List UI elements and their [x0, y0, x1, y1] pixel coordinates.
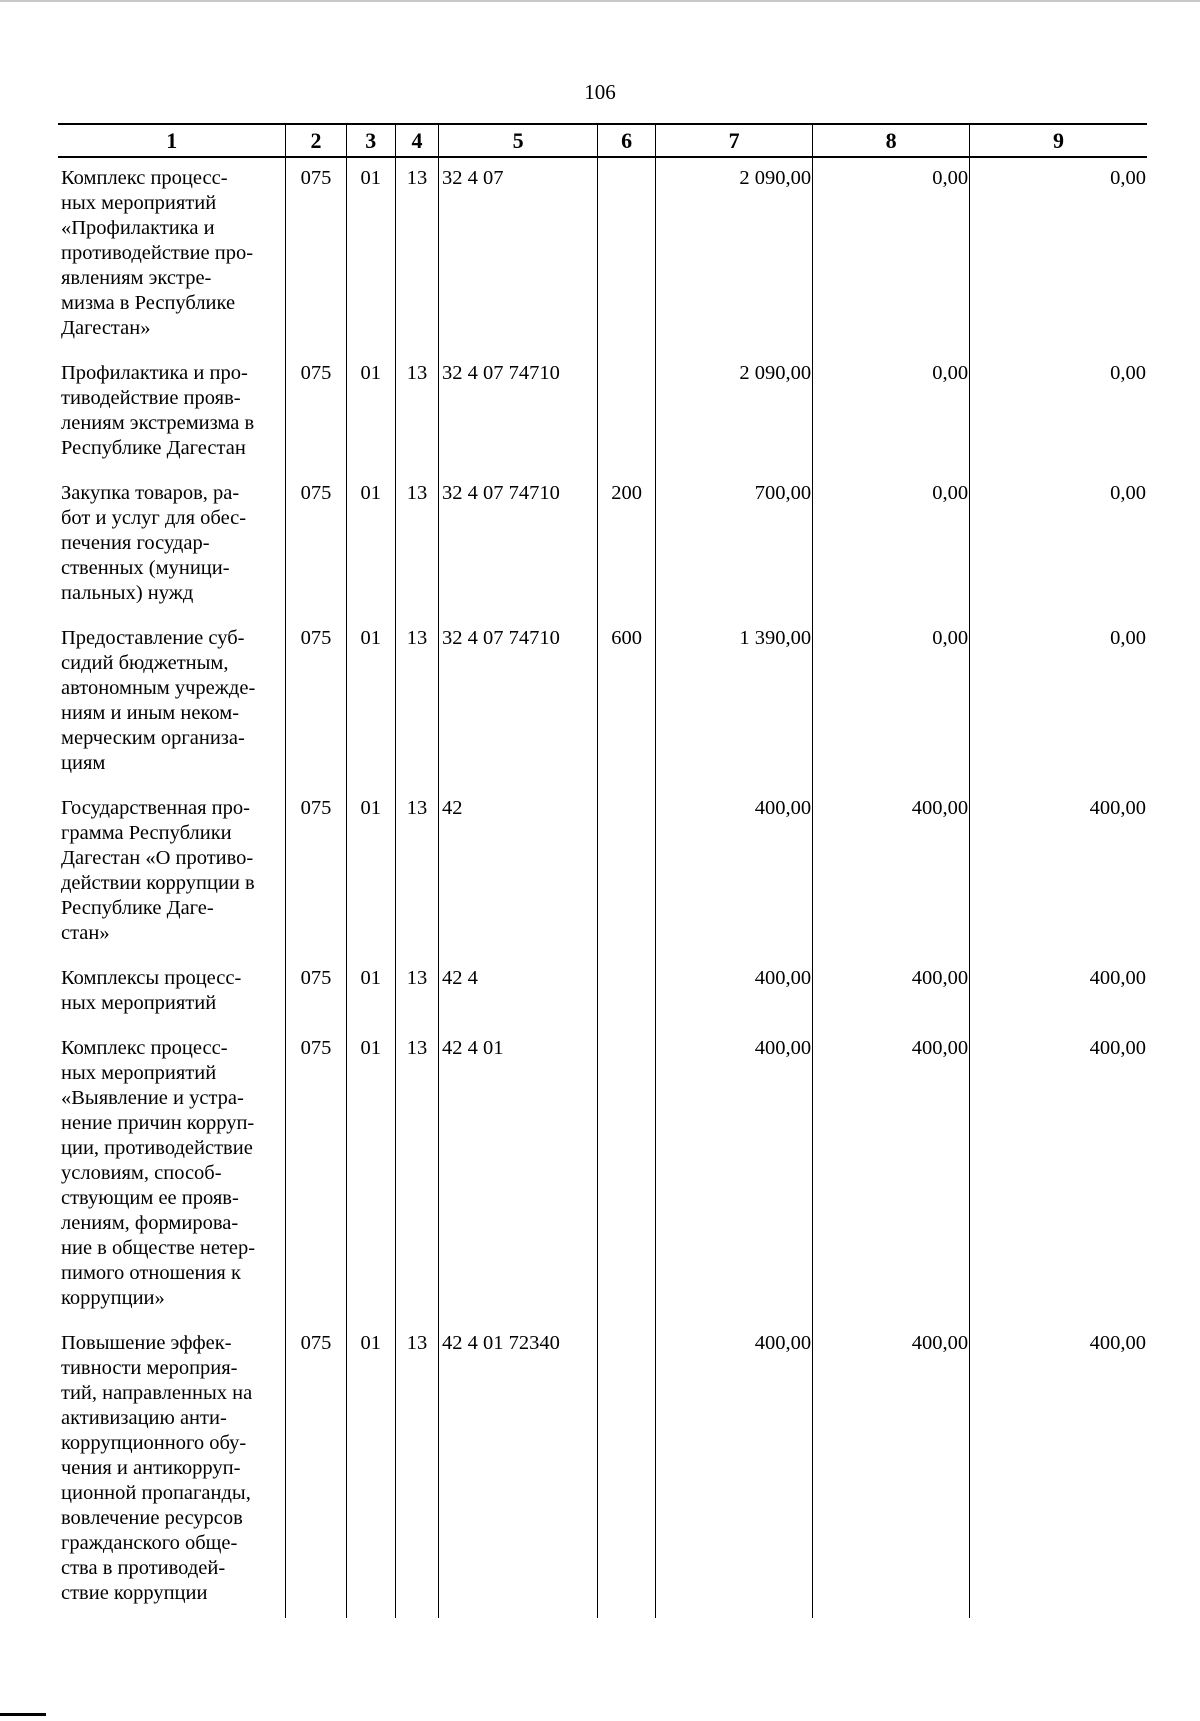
table-row [58, 473, 1147, 618]
header-col-6: 6 [598, 124, 656, 157]
table-row [58, 353, 1147, 473]
subsection-code: 13 [396, 958, 439, 1028]
header-col-4: 4 [396, 124, 439, 157]
table-row [58, 1028, 1147, 1323]
page-number: 106 [584, 80, 616, 104]
expense-type-code [598, 1028, 656, 1323]
budget-table [58, 123, 1147, 1618]
expense-type-code [598, 1323, 656, 1618]
amount-col-8: 400,00 [813, 958, 970, 1028]
section-code: 01 [346, 473, 395, 618]
table-header [58, 124, 1147, 157]
row-description: Закупка товаров, ра- бот и услуг для обес- печения государ- ственных (муници- пальных) нужд [61, 482, 247, 604]
ministry-code: 075 [286, 618, 346, 788]
target-article-code: 32 4 07 [439, 157, 598, 353]
header-row [58, 124, 1147, 157]
amount-col-8: 400,00 [813, 1323, 970, 1618]
amount-col-9: 0,00 [970, 473, 1147, 618]
expense-type-code [598, 353, 656, 473]
header-col-1: 1 [58, 124, 286, 157]
expense-type-code [598, 788, 656, 958]
row-description: Профилактика и про- тиводействие прояв- лениям экстремизма в Республике Дагестан [61, 362, 255, 459]
target-article-code: 32 4 07 74710 [439, 618, 598, 788]
amount-col-7: 700,00 [656, 473, 813, 618]
amount-col-9: 400,00 [970, 1028, 1147, 1323]
amount-col-9: 400,00 [970, 788, 1147, 958]
table-body [58, 157, 1147, 1618]
amount-col-7: 400,00 [656, 788, 813, 958]
header-col-8: 8 [813, 124, 970, 157]
expense-type-code [598, 157, 656, 353]
header-col-3: 3 [346, 124, 395, 157]
amount-col-7: 400,00 [656, 1028, 813, 1323]
amount-col-7: 1 390,00 [656, 618, 813, 788]
row-description: Комплексы процесс- ных мероприятий [61, 967, 242, 1014]
subsection-code: 13 [396, 473, 439, 618]
expense-type-code: 600 [598, 618, 656, 788]
target-article-code: 32 4 07 74710 [439, 353, 598, 473]
amount-col-8: 0,00 [813, 618, 970, 788]
ministry-code: 075 [286, 958, 346, 1028]
amount-col-8: 400,00 [813, 788, 970, 958]
header-col-2: 2 [286, 124, 346, 157]
section-code: 01 [346, 958, 395, 1028]
expense-type-code: 200 [598, 473, 656, 618]
subsection-code: 13 [396, 1028, 439, 1323]
target-article-code: 42 4 01 72340 [439, 1323, 598, 1618]
amount-col-9: 0,00 [970, 157, 1147, 353]
header-col-9: 9 [970, 124, 1147, 157]
subsection-code: 13 [396, 1323, 439, 1618]
table-row [58, 958, 1147, 1028]
table-row [58, 788, 1147, 958]
row-description: Государственная про- грамма Республики Дагестан «О противо- действии коррупции в Республике Даге- стан» [61, 797, 255, 944]
row-description: Комплекс процесс- ных мероприятий «Профилактика и противодействие про- явлениям экстре- мизма в Республике Дагестан» [61, 167, 254, 339]
section-code: 01 [346, 1028, 395, 1323]
subsection-code: 13 [396, 157, 439, 353]
amount-col-8: 400,00 [813, 1028, 970, 1323]
ministry-code: 075 [286, 473, 346, 618]
subsection-code: 13 [396, 353, 439, 473]
ministry-code: 075 [286, 353, 346, 473]
target-article-code: 42 4 01 [439, 1028, 598, 1323]
target-article-code: 42 [439, 788, 598, 958]
table-row [58, 618, 1147, 788]
subsection-code: 13 [396, 788, 439, 958]
section-code: 01 [346, 788, 395, 958]
row-description: Комплекс процесс- ных мероприятий «Выявление и устра- нение причин корруп- ции, противодействие условиям, способ- ствующим ее прояв- лениям, формирова- ние в обществе нетер- пимого отношения к коррупции» [61, 1037, 256, 1309]
ministry-code: 075 [286, 788, 346, 958]
amount-col-9: 400,00 [970, 958, 1147, 1028]
ministry-code: 075 [286, 1323, 346, 1618]
section-code: 01 [346, 1323, 395, 1618]
amount-col-9: 0,00 [970, 618, 1147, 788]
expense-type-code [598, 958, 656, 1028]
header-col-5: 5 [439, 124, 598, 157]
amount-col-7: 2 090,00 [656, 353, 813, 473]
section-code: 01 [346, 157, 395, 353]
row-description: Предоставление суб- сидий бюджетным, автономным учрежде- ниям и иным неком- мерческим организа- циям [61, 627, 256, 774]
amount-col-8: 0,00 [813, 473, 970, 618]
row-description: Повышение эффек- тивности мероприя- тий, направленных на активизацию анти- коррупционного обу- чения и антикорруп- ционной пропаганды, вовлечение ресурсов гражданского обще- ства в противодей- ствие коррупции [61, 1332, 253, 1604]
ministry-code: 075 [286, 157, 346, 353]
section-code: 01 [346, 353, 395, 473]
section-code: 01 [346, 618, 395, 788]
amount-col-8: 0,00 [813, 353, 970, 473]
target-article-code: 32 4 07 74710 [439, 473, 598, 618]
amount-col-9: 400,00 [970, 1323, 1147, 1618]
amount-col-7: 400,00 [656, 958, 813, 1028]
header-col-7: 7 [656, 124, 813, 157]
amount-col-9: 0,00 [970, 353, 1147, 473]
subsection-code: 13 [396, 618, 439, 788]
table-row [58, 157, 1147, 353]
scan-corner-mark [0, 1713, 46, 1716]
amount-col-7: 400,00 [656, 1323, 813, 1618]
table-row [58, 1323, 1147, 1618]
ministry-code: 075 [286, 1028, 346, 1323]
scan-top-edge [0, 0, 1200, 2]
amount-col-8: 0,00 [813, 157, 970, 353]
amount-col-7: 2 090,00 [656, 157, 813, 353]
target-article-code: 42 4 [439, 958, 598, 1028]
